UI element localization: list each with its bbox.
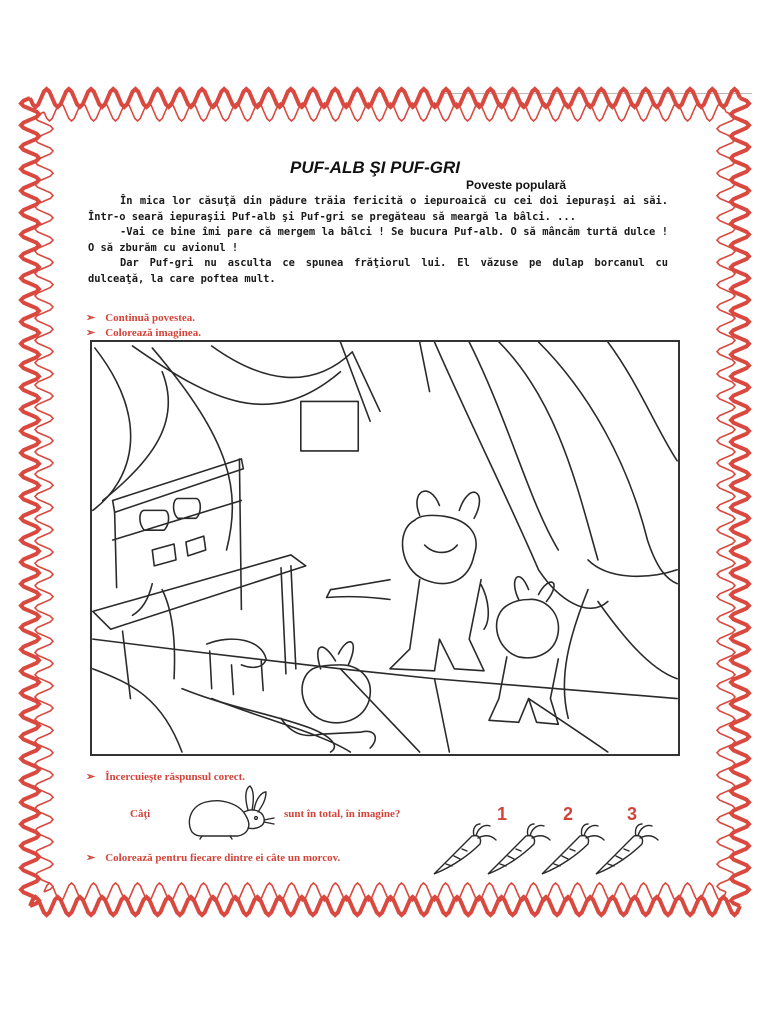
answer-option-1[interactable]: 1: [497, 804, 508, 824]
arrow-bullet-icon: ➢: [86, 327, 96, 339]
instruction-color-carrot-text: Colorează pentru fiecare dintre ei câte un morcov.: [105, 852, 341, 864]
story-paragraph-1: În mica lor căsuţă din pădure trăia fericită o iepuroaică cu cei doi iepuraşi ai săi. Într-o seară iepuraşii Puf-alb şi Puf-gri se pregăteau să meargă la bâlci. ...: [88, 195, 668, 223]
carrot-icon[interactable]: [542, 824, 604, 874]
story-illustration: [90, 340, 680, 756]
instruction-color-carrot: [86, 851, 340, 864]
question-end: sunt în total, în imagine?: [284, 808, 401, 820]
arrow-bullet-icon: ➢: [86, 771, 96, 783]
carrot-row: [432, 822, 672, 878]
worksheet-subtitle: Poveste populară: [466, 178, 567, 192]
answer-option-3[interactable]: 3: [627, 804, 638, 824]
instruction-continue-text: Continuă povestea.: [105, 312, 196, 324]
story-paragraph-3: Dar Puf-gri nu asculta ce spunea frăţiorul lui. El văzuse pe dulap borcanul cu dulceaţă, la care poftea mult.: [88, 257, 668, 285]
arrow-bullet-icon: ➢: [86, 312, 96, 324]
instruction-color-image: [86, 326, 201, 339]
carrot-icon[interactable]: [434, 824, 496, 874]
carrot-icon[interactable]: [596, 824, 658, 874]
instruction-continue: [86, 311, 195, 324]
story-text: [88, 194, 668, 287]
answer-option-2[interactable]: 2: [563, 804, 574, 824]
arrow-bullet-icon: ➢: [86, 852, 96, 864]
story-paragraph-2: -Vai ce bine îmi pare că mergem la bâlci ! Se bucura Puf-alb. O să mâncăm turtă dulce ! O să zburăm cu avionul !: [88, 226, 668, 254]
instruction-color-image-text: Colorează imaginea.: [105, 327, 201, 339]
instruction-circle-text: Încercuieşte răspunsul corect.: [105, 771, 246, 783]
question-start: Câţi: [130, 808, 151, 820]
bunny-icon: [182, 782, 278, 840]
carrot-icon[interactable]: [488, 824, 550, 874]
worksheet-title: PUF-ALB ŞI PUF-GRI: [290, 158, 460, 177]
